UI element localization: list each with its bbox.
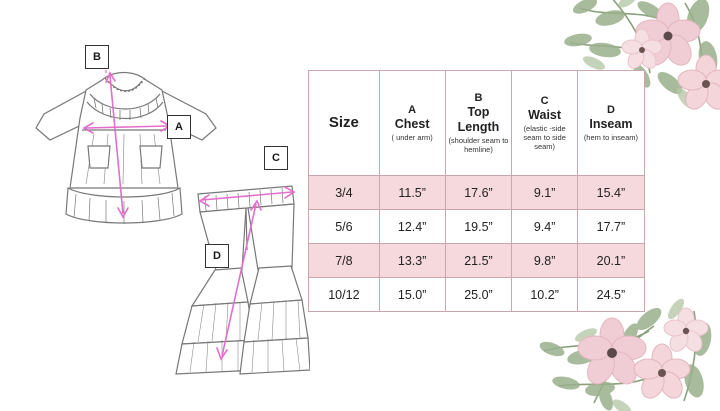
column-header-top-length-label: Top Length <box>457 105 500 134</box>
table-row <box>309 244 645 278</box>
column-header-inseam-sub: (hem to inseam) <box>583 133 638 143</box>
column-header-inseam-label: Inseam <box>589 116 633 131</box>
cell-chest: 13.3” <box>379 244 445 278</box>
cell-top-length: 21.5” <box>445 244 512 278</box>
column-header-inseam-letter: D <box>606 103 615 116</box>
callout-b <box>85 45 109 69</box>
cell-inseam: 24.5” <box>577 278 644 312</box>
callout-b-label: B <box>93 51 101 63</box>
column-header-chest-sub: ( under arm) <box>391 133 433 143</box>
callout-d-label: D <box>213 250 221 262</box>
callout-a <box>167 115 191 139</box>
table-header <box>309 71 645 176</box>
cell-inseam: 20.1” <box>577 244 644 278</box>
ruffle-top-drawing <box>36 73 216 225</box>
table-row <box>309 176 645 210</box>
cell-waist: 9.1” <box>512 176 577 210</box>
column-header-chest <box>379 71 445 176</box>
cell-chest: 15.0” <box>379 278 445 312</box>
column-header-inseam <box>577 71 644 176</box>
cell-size: 10/12 <box>309 278 380 312</box>
cell-top-length: 25.0” <box>445 278 512 312</box>
column-header-top-length-letter: B <box>474 92 483 105</box>
column-header-size <box>309 71 380 176</box>
table-row <box>309 278 645 312</box>
cell-inseam: 17.7” <box>577 210 644 244</box>
column-header-top-length <box>445 71 512 176</box>
garment-illustration <box>10 18 310 388</box>
cell-top-length: 17.6” <box>445 176 512 210</box>
column-header-waist-sub: (elastic -side seam to side seam) <box>523 124 566 152</box>
cell-top-length: 19.5” <box>445 210 512 244</box>
cell-chest: 11.5” <box>379 176 445 210</box>
callout-a-label: A <box>175 121 183 133</box>
cell-chest: 12.4” <box>379 210 445 244</box>
cell-size: 7/8 <box>309 244 380 278</box>
callout-c <box>264 146 288 170</box>
cell-inseam: 15.4” <box>577 176 644 210</box>
column-header-size-label: Size <box>328 114 359 131</box>
column-header-chest-letter: A <box>408 103 417 116</box>
table-header-row <box>309 71 645 176</box>
cell-waist: 9.8” <box>512 244 577 278</box>
column-header-waist-label: Waist <box>528 107 562 122</box>
cell-waist: 10.2” <box>512 278 577 312</box>
cell-size: 5/6 <box>309 210 380 244</box>
column-header-waist <box>512 71 577 176</box>
table-body <box>309 176 645 312</box>
callout-d <box>205 244 229 268</box>
cell-size: 3/4 <box>309 176 380 210</box>
cell-waist: 9.4” <box>512 210 577 244</box>
table-row <box>309 210 645 244</box>
column-header-top-length-sub: (shoulder seam to hemline) <box>448 135 509 154</box>
bell-bottom-pants-drawing <box>176 186 310 374</box>
column-header-chest-label: Chest <box>394 116 430 131</box>
callout-c-label: C <box>272 152 280 164</box>
size-chart-table <box>308 70 645 312</box>
column-header-waist-letter: C <box>540 94 549 107</box>
